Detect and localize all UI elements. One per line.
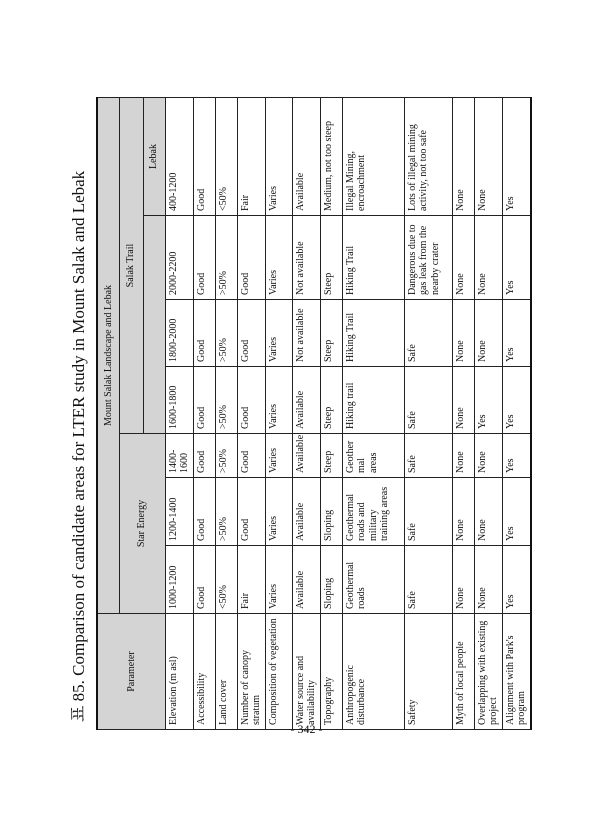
table-cell: Good <box>193 478 215 546</box>
row-parameter: Alignment with Park's program <box>502 614 531 730</box>
header-lebak: Lebak <box>143 97 165 215</box>
table-cell: Available <box>292 546 320 614</box>
table-row <box>452 97 474 729</box>
table-cell: Good <box>237 478 265 546</box>
table-cell: Varies <box>265 478 292 546</box>
header-group: Mount Salak Landscape and Lebak <box>97 97 119 613</box>
table-cell: Hiking trail <box>342 367 404 434</box>
table-cell: Good <box>193 434 215 478</box>
row-parameter: Elevation (m asl) <box>165 614 193 730</box>
table-row <box>502 97 531 729</box>
table-cell: Yes <box>474 367 502 434</box>
header-salak-trail-blank <box>143 216 165 434</box>
table-row <box>165 97 193 729</box>
table-cell: Not available <box>292 216 320 300</box>
table-row <box>320 97 342 729</box>
row-parameter: Land cover <box>215 614 237 730</box>
header-star-energy: Star Energy <box>119 434 165 614</box>
table-cell: 1400-1600 <box>165 434 193 478</box>
table-cell: None <box>474 546 502 614</box>
table-cell: None <box>474 97 502 215</box>
table-cell: Varies <box>265 300 292 367</box>
table-row <box>237 97 265 729</box>
table-cell: None <box>474 434 502 478</box>
table-cell: 1800-2000 <box>165 300 193 367</box>
table-cell: Yes <box>502 478 531 546</box>
table-cell: Good <box>193 300 215 367</box>
table-row <box>193 97 215 729</box>
table-cell: Good <box>193 367 215 434</box>
table-cell: Yes <box>502 546 531 614</box>
row-parameter: Overlapping with existing project <box>474 614 502 730</box>
table-cell: Available <box>292 434 320 478</box>
table-cell: Fair <box>237 97 265 215</box>
table-caption: 표 85. Comparison of candidate areas for LTER study in Mount Salak and Lebak <box>69 170 88 722</box>
table-cell: Good <box>237 216 265 300</box>
table-cell: Available <box>292 478 320 546</box>
table-cell: 1000-1200 <box>165 546 193 614</box>
table-cell: None <box>452 434 474 478</box>
row-parameter: Composition of vegetation <box>265 614 292 730</box>
page-number: - 342 - <box>290 722 323 736</box>
table-cell: Good <box>237 434 265 478</box>
table-cell: Available <box>292 97 320 215</box>
table-body <box>165 97 531 729</box>
table-cell: Yes <box>502 367 531 434</box>
comparison-table <box>96 97 532 730</box>
table-cell: Dangerous due to gas leak from the nearby crater <box>404 216 452 300</box>
table-cell: 1200-1400 <box>165 478 193 546</box>
row-parameter: Accessibility <box>193 614 215 730</box>
table-cell: Varies <box>265 216 292 300</box>
table-row <box>215 97 237 729</box>
table-cell: Safe <box>404 367 452 434</box>
table-cell: None <box>452 300 474 367</box>
table-cell: Sloping <box>320 546 342 614</box>
table-cell: <50% <box>215 97 237 215</box>
row-parameter: Water source and availability <box>292 614 320 730</box>
row-parameter: Anthropogenic disturbance <box>342 614 404 730</box>
table-cell: Good <box>193 216 215 300</box>
table-cell: Good <box>237 367 265 434</box>
table-cell: None <box>474 216 502 300</box>
header-parameter: Parameter <box>97 614 165 730</box>
table-cell: Lots of illegal mining activity, not too safe <box>404 97 452 215</box>
table-cell: Yes <box>502 434 531 478</box>
table-cell: Varies <box>265 367 292 434</box>
row-parameter: Topography <box>320 614 342 730</box>
table-cell: None <box>474 478 502 546</box>
table-cell: Good <box>193 546 215 614</box>
table-cell: None <box>452 216 474 300</box>
table-cell: Geothermal roads and military training areas <box>342 478 404 546</box>
table-cell: 1600-1800 <box>165 367 193 434</box>
table-cell: Varies <box>265 97 292 215</box>
table-cell: 400-1200 <box>165 97 193 215</box>
row-parameter: Number of canopy stratum <box>237 614 265 730</box>
table-cell: Varies <box>265 434 292 478</box>
table-row <box>474 97 502 729</box>
table-cell: None <box>452 367 474 434</box>
table-cell: Yes <box>502 216 531 300</box>
table-cell: Good <box>193 97 215 215</box>
table-cell: 2000-2200 <box>165 216 193 300</box>
table-cell: Yes <box>502 300 531 367</box>
table-row <box>404 97 452 729</box>
row-parameter: Myth of local people <box>452 614 474 730</box>
table-row <box>265 97 292 729</box>
table-cell: Safe <box>404 478 452 546</box>
table-cell: Safe <box>404 546 452 614</box>
table-row <box>292 97 320 729</box>
table-cell: >50% <box>215 434 237 478</box>
table-cell: Hiking Trail <box>342 300 404 367</box>
table-cell: Not available <box>292 300 320 367</box>
table-cell: Steep <box>320 300 342 367</box>
table-cell: >50% <box>215 478 237 546</box>
table-cell: Steep <box>320 367 342 434</box>
table-cell: Safe <box>404 300 452 367</box>
row-parameter: Safety <box>404 614 452 730</box>
table-cell: None <box>474 300 502 367</box>
header-salak-trail: Salak Trail <box>119 97 143 433</box>
table-cell: Geother mal areas <box>342 434 404 478</box>
table-cell: Sloping <box>320 478 342 546</box>
table-cell: Available <box>292 367 320 434</box>
table-cell: None <box>452 97 474 215</box>
table-cell: Medium, not too steep <box>320 97 342 215</box>
table-cell: Steep <box>320 216 342 300</box>
table-cell: Illegal Mining, encroachment <box>342 97 404 215</box>
table-cell: Varies <box>265 546 292 614</box>
table-cell: Steep <box>320 434 342 478</box>
table-cell: Good <box>237 300 265 367</box>
table-cell: >50% <box>215 216 237 300</box>
table-cell: Geothermal roads <box>342 546 404 614</box>
table-cell: >50% <box>215 300 237 367</box>
table-cell: Safe <box>404 434 452 478</box>
table-cell: None <box>452 546 474 614</box>
table-cell: Fair <box>237 546 265 614</box>
table-cell: Hiking Trail <box>342 216 404 300</box>
table-row <box>342 97 404 729</box>
table-cell: <50% <box>215 546 237 614</box>
table-cell: >50% <box>215 367 237 434</box>
table-cell: Yes <box>502 97 531 215</box>
table-cell: None <box>452 478 474 546</box>
